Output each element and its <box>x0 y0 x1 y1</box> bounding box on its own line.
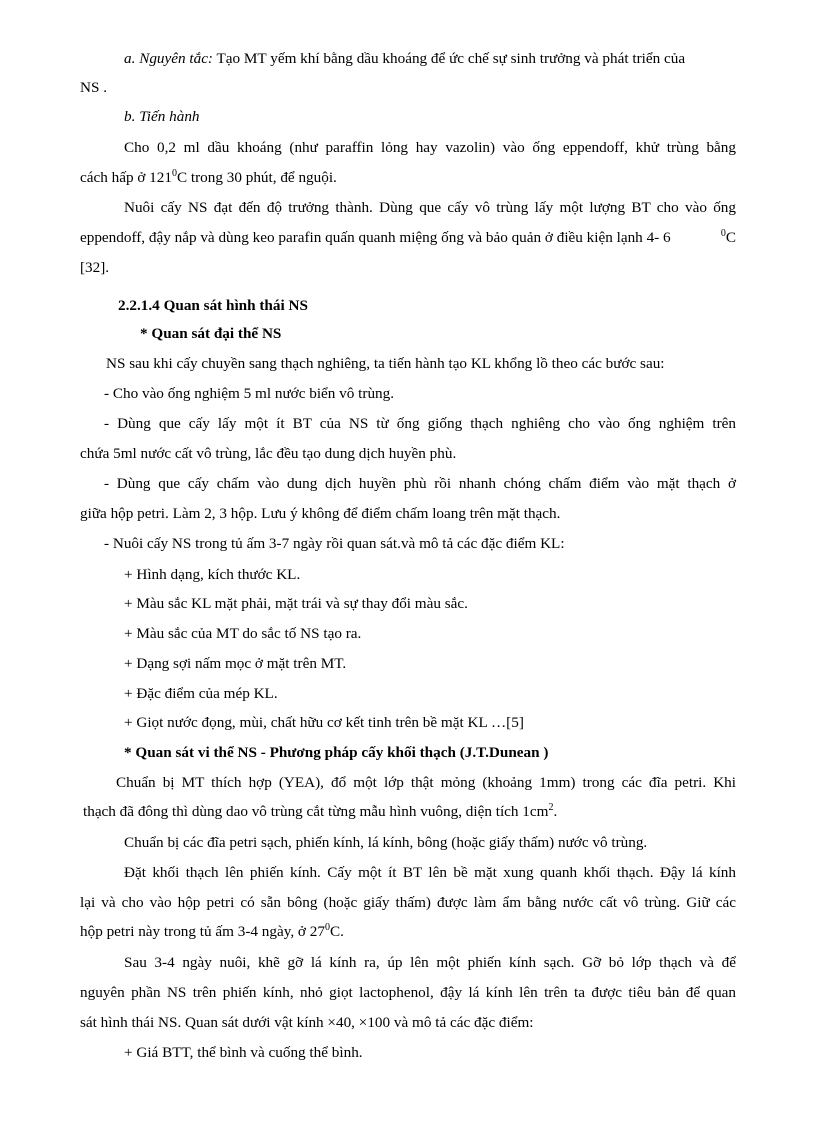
oil-line-1: Cho 0,2 ml dầu khoáng (như paraffin lỏng hay vazolin) vào ống eppendoff, khử trùng bằng <box>124 139 736 156</box>
procedure-label: b. Tiến hành <box>124 108 200 125</box>
micro-p1-line-2-end: . <box>553 803 558 820</box>
micro-p3-line-3-end: C. <box>329 923 344 940</box>
feature-item: + Màu sắc KL mặt phải, mặt trái và sự thay đổi màu sắc. <box>124 595 468 612</box>
macro-step-2-line-2: chứa 5ml nước cất vô trùng, lắc đều tạo dung dịch huyền phù. <box>80 445 457 462</box>
macro-step-1: - Cho vào ống nghiệm 5 ml nước biển vô trùng. <box>104 385 395 402</box>
micro-p3-line-1: Đặt khối thạch lên phiến kính. Cấy một ít BT lên bề mặt xung quanh khối thạch. Đậy lá kính <box>124 864 736 881</box>
micro-p5: + Giá BTT, thể bình và cuống thể bình. <box>124 1044 363 1061</box>
superscript: 2 <box>548 801 554 813</box>
micro-p3-line-3 <box>80 922 344 942</box>
micro-p4-line-2: nguyên phần NS trên phiến kính, nhỏ giọt lactophenol, đậy lá kính lên trên ta được tiêu bản để quan <box>80 984 736 1001</box>
micro-p1-line-1: Chuẩn bị MT thích hợp (YEA), đổ một lớp thật mỏng (khoảng 1mm) trong các đĩa petri. Khi <box>116 774 736 791</box>
feature-item: + Đặc điểm của mép KL. <box>124 685 278 702</box>
superscript: 0 <box>324 921 330 933</box>
micro-p4-line-1: Sau 3-4 ngày nuôi, khẽ gỡ lá kính ra, úp lên một phiến kính sạch. Gỡ bỏ lớp thạch và để <box>124 954 736 971</box>
oil-line-2-end: C trong 30 phút, để nguội. <box>176 169 337 186</box>
feature-item: + Dạng sợi nấm mọc ở mặt trên MT. <box>124 655 347 672</box>
culture-line-1: Nuôi cấy NS đạt đến độ trưởng thành. Dùng que cấy vô trùng lấy một lượng BT cho vào ống <box>124 199 736 216</box>
micro-p4-line-3: sát hình thái NS. Quan sát dưới vật kính ×40, ×100 và mô tả các đặc điểm: <box>80 1014 534 1031</box>
feature-item: + Giọt nước đọng, mùi, chất hữu cơ kết tinh trên bề mặt KL …[5] <box>124 714 524 731</box>
micro-p2: Chuẩn bị các đĩa petri sạch, phiến kính, lá kính, bông (hoặc giấy thấm) nước vô trùng. <box>124 834 648 851</box>
culture-line-2-text: eppendoff, đậy nắp và dùng keo parafin quấn quanh miệng ống và bảo quản ở điều kiện lạnh 4- 6 <box>80 229 671 246</box>
principle-label: a. Nguyên tắc: <box>124 50 213 67</box>
principle-line-1 <box>124 49 685 69</box>
oil-line-2 <box>80 168 337 188</box>
micro-p3-line-2: lại và cho vào hộp petri có sẵn bông (hoặc giấy thấm) được làm ẩm bằng nước cất vô trùng. Giữ các <box>80 894 736 911</box>
micro-heading: * Quan sát vi thể NS - Phương pháp cấy khối thạch (J.T.Dunean ) <box>124 744 549 761</box>
superscript: 0 <box>171 167 177 179</box>
culture-line-2 <box>80 228 736 248</box>
macro-heading: * Quan sát đại thể NS <box>140 325 282 342</box>
culture-line-3: [32]. <box>80 259 110 276</box>
principle-line-2: NS . <box>80 79 108 96</box>
feature-item: + Hình dạng, kích thước KL. <box>124 566 301 583</box>
micro-p1-line-2-text: thạch đã đông thì dùng dao vô trùng cắt từng mẫu hình vuông, diện tích 1cm <box>83 803 549 820</box>
oil-line-2-text: cách hấp ở 121 <box>80 169 172 186</box>
micro-p1-line-2 <box>83 802 557 822</box>
micro-p3-line-3-text: hộp petri này trong tủ ấm 3-4 ngày, ở 27 <box>80 923 325 940</box>
superscript: 0 <box>720 227 726 239</box>
macro-step-3-line-2: giữa hộp petri. Làm 2, 3 hộp. Lưu ý không để điểm chấm loang trên mặt thạch. <box>80 505 561 522</box>
section-heading-2214: 2.2.1.4 Quan sát hình thái NS <box>118 297 308 314</box>
macro-intro: NS sau khi cấy chuyền sang thạch nghiêng, ta tiến hành tạo KL khổng lồ theo các bước sau: <box>106 355 665 372</box>
culture-line-2-end: C <box>725 229 736 246</box>
macro-step-3-line-1: - Dùng que cấy chấm vào dung dịch huyền phù rồi nhanh chóng chấm điểm vào mặt thạch ở <box>104 475 736 492</box>
feature-item: + Màu sắc của MT do sắc tố NS tạo ra. <box>124 625 362 642</box>
principle-text: Tạo MT yếm khí bằng dầu khoáng để ức chế sự sinh trưởng và phát triển của <box>213 50 686 67</box>
macro-step-4: - Nuôi cấy NS trong tủ ấm 3-7 ngày rồi quan sát.và mô tả các đặc điểm KL: <box>104 535 565 552</box>
macro-step-2-line-1: - Dùng que cấy lấy một ít BT của NS từ ống giống thạch nghiêng cho vào ống nghiệm trên <box>104 415 736 432</box>
